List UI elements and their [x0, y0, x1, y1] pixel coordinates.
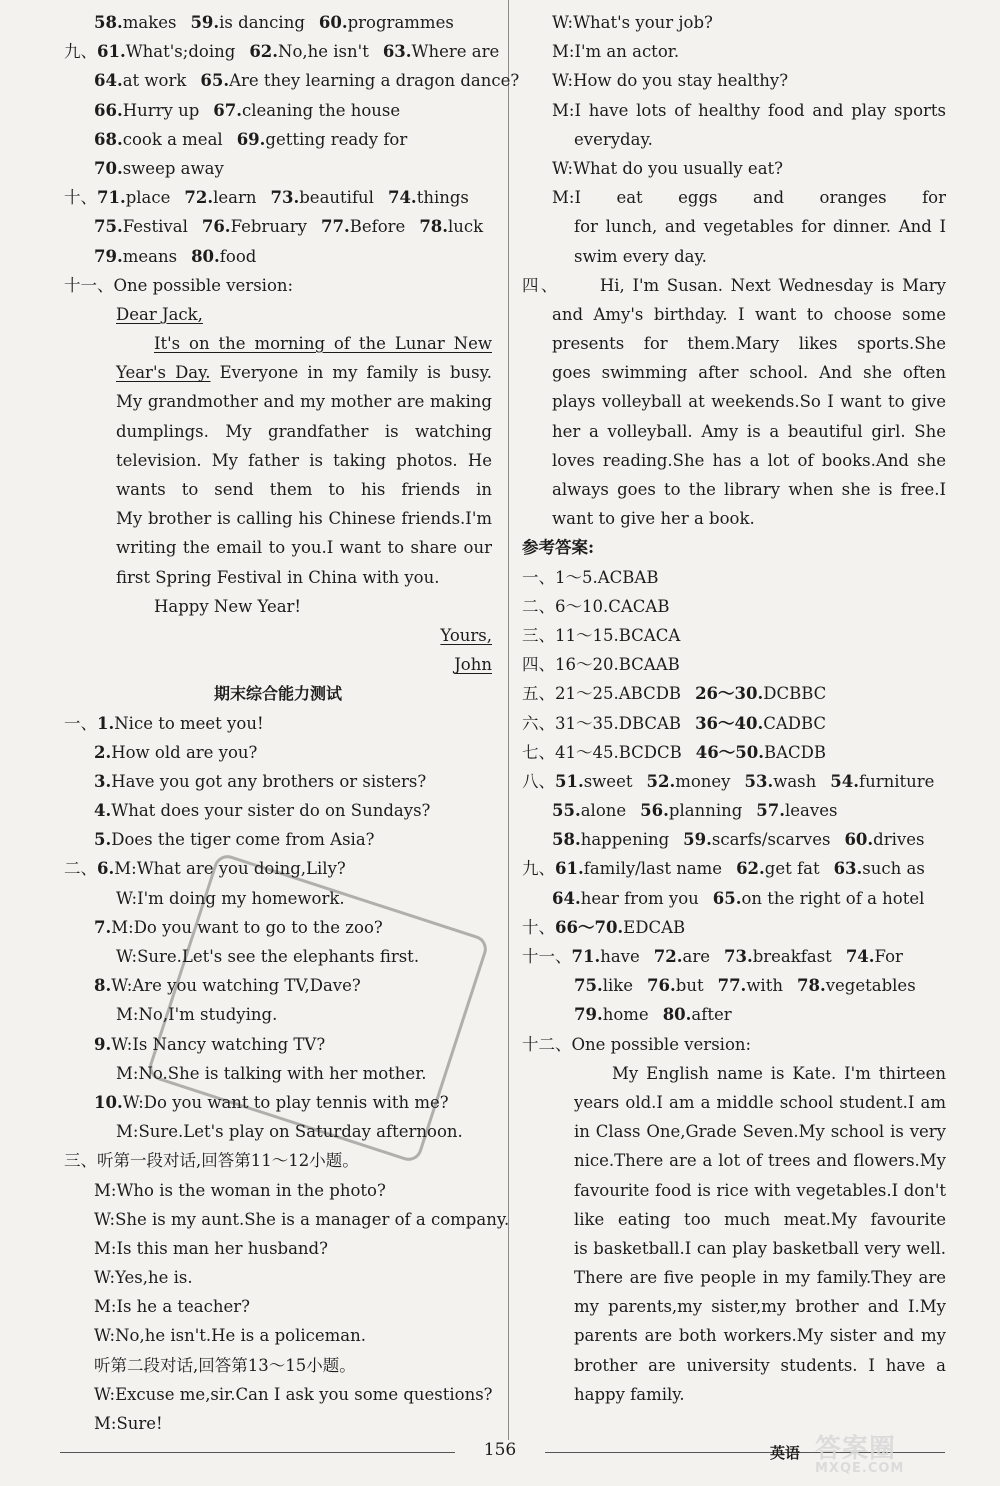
left-line: Year's Day. Everyone in my family is busy. [116, 363, 492, 383]
left-line: 听第二段对话,回答第13～15小题。 [94, 1355, 356, 1375]
watermark-text: 答案圈 [815, 1434, 897, 1464]
right-line: 四、 Hi, I'm Susan. Next Wednesday is Mary [522, 275, 946, 295]
right-line: for lunch, and vegetables for dinner. And I [574, 217, 946, 237]
left-line: M:No.She is talking with her mother. [116, 1063, 427, 1083]
right-line: 79.home 80.after [574, 1005, 732, 1025]
right-line: W:What's your job? [552, 13, 713, 32]
right-line: M:I have lots of healthy food and play sports [552, 100, 946, 120]
left-line: W:She is my aunt.She is a manager of a company. [94, 1209, 510, 1229]
left-line: first Spring Festival in China with you. [116, 567, 440, 587]
right-line: plays volleyball at weekends.So I want to give [552, 392, 946, 412]
right-line: 一、1～5.ACBAB [522, 567, 659, 587]
left-line: 5.Does the tiger come from Asia? [94, 830, 375, 850]
right-line: my parents,my sister,my brother and I.My [574, 1297, 946, 1317]
right-column [522, 8, 946, 1409]
left-line: 二、6.M:What are you doing,Lily? [64, 859, 346, 879]
left-line: 期末综合能力测试 [213, 684, 342, 704]
right-line: 七、41～45.BCDCB 46～50.BACDB [522, 742, 826, 762]
right-line: 四、16～20.BCAAB [522, 655, 680, 675]
right-line: years old.I am a middle school student.I am [574, 1092, 946, 1112]
right-line: My English name is Kate. I'm thirteen [612, 1063, 946, 1083]
footer-subject: 英语 [770, 1444, 801, 1462]
right-line: everyday. [574, 129, 653, 149]
left-line: M:No,I'm studying. [116, 1005, 278, 1025]
right-line: 二、6～10.CACAB [522, 596, 670, 616]
right-line: swim every day. [574, 246, 707, 266]
left-line: My brother is calling his Chinese friends.I'm [116, 509, 492, 529]
right-line: 58.happening 59.scarfs/scarves 60.drives [552, 830, 925, 850]
left-line: 2.How old are you? [94, 742, 258, 762]
left-line: 79.means 80.food [94, 246, 257, 266]
left-line: 70.sweep away [94, 158, 224, 178]
left-line: Happy New Year! [154, 596, 302, 616]
left-line: W:I'm doing my homework. [116, 888, 345, 908]
left-line: Yours, [440, 625, 492, 645]
left-line: 4.What does your sister do on Sundays? [94, 801, 431, 821]
left-line: W:Sure.Let's see the elephants first. [116, 947, 420, 966]
left-line: M:Sure.Let's play on Saturday afternoon. [116, 1122, 463, 1142]
right-line: and Amy's birthday. I want to choose some [552, 304, 946, 324]
left-line: 10.W:Do you want to play tennis with me? [94, 1092, 449, 1112]
right-line: 五、21～25.ABCDB 26～30.DCBBC [522, 684, 827, 704]
left-line: 66.Hurry up 67.cleaning the house [94, 100, 401, 120]
right-line: in Class One,Grade Seven.My school is very [574, 1122, 946, 1142]
left-line: M:Sure! [94, 1414, 163, 1433]
left-line: 3.Have you got any brothers or sisters? [94, 771, 427, 791]
left-line: John [454, 655, 492, 675]
left-line: 64.at work 65.Are they learning a dragon dance? [94, 71, 520, 91]
left-line: wants to send them to his friends in [116, 480, 492, 499]
left-line: 9.W:Is Nancy watching TV? [94, 1034, 326, 1054]
right-line: 75.like 76.but 77.with 78.vegetables [574, 976, 916, 996]
right-line: parents are both workers.My sister and my [574, 1326, 946, 1346]
left-line: 58.makes 59.is dancing 60.programmes [94, 13, 454, 32]
left-line: writing the email to you.I want to share our [116, 538, 492, 558]
right-line: goes swimming after school. And she often [552, 363, 946, 383]
right-line: happy family. [574, 1384, 685, 1404]
right-line: 55.alone 56.planning 57.leaves [552, 801, 838, 821]
left-column [64, 8, 520, 1438]
right-line: 九、61.family/last name 62.get fat 63.such as [522, 859, 925, 879]
left-line: 三、听第一段对话,回答第11～12小题。 [64, 1151, 359, 1171]
right-line: 参考答案: [522, 538, 595, 558]
left-line: W:Excuse me,sir.Can I ask you some questions? [94, 1384, 493, 1404]
left-line: 十一、One possible version: [64, 275, 294, 295]
left-line: dumplings. My grandfather is watching [116, 421, 492, 441]
right-line: is basketball.I can play basketball very well. [574, 1238, 946, 1258]
right-line: 十一、71.have 72.are 73.breakfast 74.For [522, 947, 903, 966]
right-line: M:I'm an actor. [552, 42, 680, 62]
right-line: always goes to the library when she is free.I [552, 480, 946, 499]
watermark-sub: MXQE.COM [815, 1461, 905, 1476]
left-line: W:Yes,he is. [94, 1268, 193, 1288]
left-line: 7.M:Do you want to go to the zoo? [94, 917, 383, 937]
left-line: My grandmother and my mother are making [116, 392, 492, 412]
right-line: 十、66～70.EDCAB [522, 917, 686, 937]
right-line: nice.There are a lot of trees and flowers.My [574, 1151, 946, 1171]
left-line: M:Is this man her husband? [94, 1238, 328, 1258]
right-line: want to give her a book. [552, 509, 755, 529]
right-line: 64.hear from you 65.on the right of a hotel [552, 888, 925, 908]
page-number: 156 [483, 1440, 517, 1460]
right-line: like eating too much meat.My favourite [574, 1209, 946, 1229]
right-line: 三、11～15.BCACA [522, 625, 681, 645]
left-line: 8.W:Are you watching TV,Dave? [94, 976, 361, 996]
right-line: favourite food is rice with vegetables.I don't [574, 1180, 946, 1200]
left-line: 68.cook a meal 69.getting ready for [94, 129, 408, 149]
left-line: television. My father is taking photos. He [116, 450, 492, 470]
right-line: brother are university students. I have a [574, 1355, 946, 1375]
footer-rule-left [60, 1452, 455, 1453]
left-line: 九、61.What's;doing 62.No,he isn't 63.Where are [64, 42, 500, 62]
left-line: 十、71.place 72.learn 73.beautiful 74.things [64, 188, 469, 208]
left-line: It's on the morning of the Lunar New [154, 334, 492, 354]
right-line: 六、31～35.DBCAB 36～40.CADBC [522, 713, 827, 733]
right-line: 十二、One possible version: [522, 1034, 752, 1054]
left-line: M:Is he a teacher? [94, 1297, 251, 1317]
left-line: Dear Jack, [116, 304, 203, 324]
left-line: M:Who is the woman in the photo? [94, 1180, 386, 1200]
watermark-logo [815, 1428, 990, 1480]
right-line: presents for them.Mary likes sports.She [552, 334, 946, 354]
right-line: W:What do you usually eat? [552, 158, 784, 178]
right-line: M:I eat eggs and oranges for [552, 188, 946, 208]
left-line: W:No,he isn't.He is a policeman. [94, 1326, 367, 1346]
right-line: 八、51.sweet 52.money 53.wash 54.furniture [522, 771, 935, 791]
right-line: There are five people in my family.They are [574, 1268, 946, 1288]
left-line: 一、1.Nice to meet you! [64, 713, 264, 733]
right-line: loves reading.She has a lot of books.And she [552, 450, 946, 470]
right-line: her a volleyball. Amy is a beautiful girl. She [552, 421, 946, 441]
left-line: 75.Festival 76.February 77.Before 78.luck [94, 217, 484, 237]
right-line: W:How do you stay healthy? [552, 71, 789, 91]
